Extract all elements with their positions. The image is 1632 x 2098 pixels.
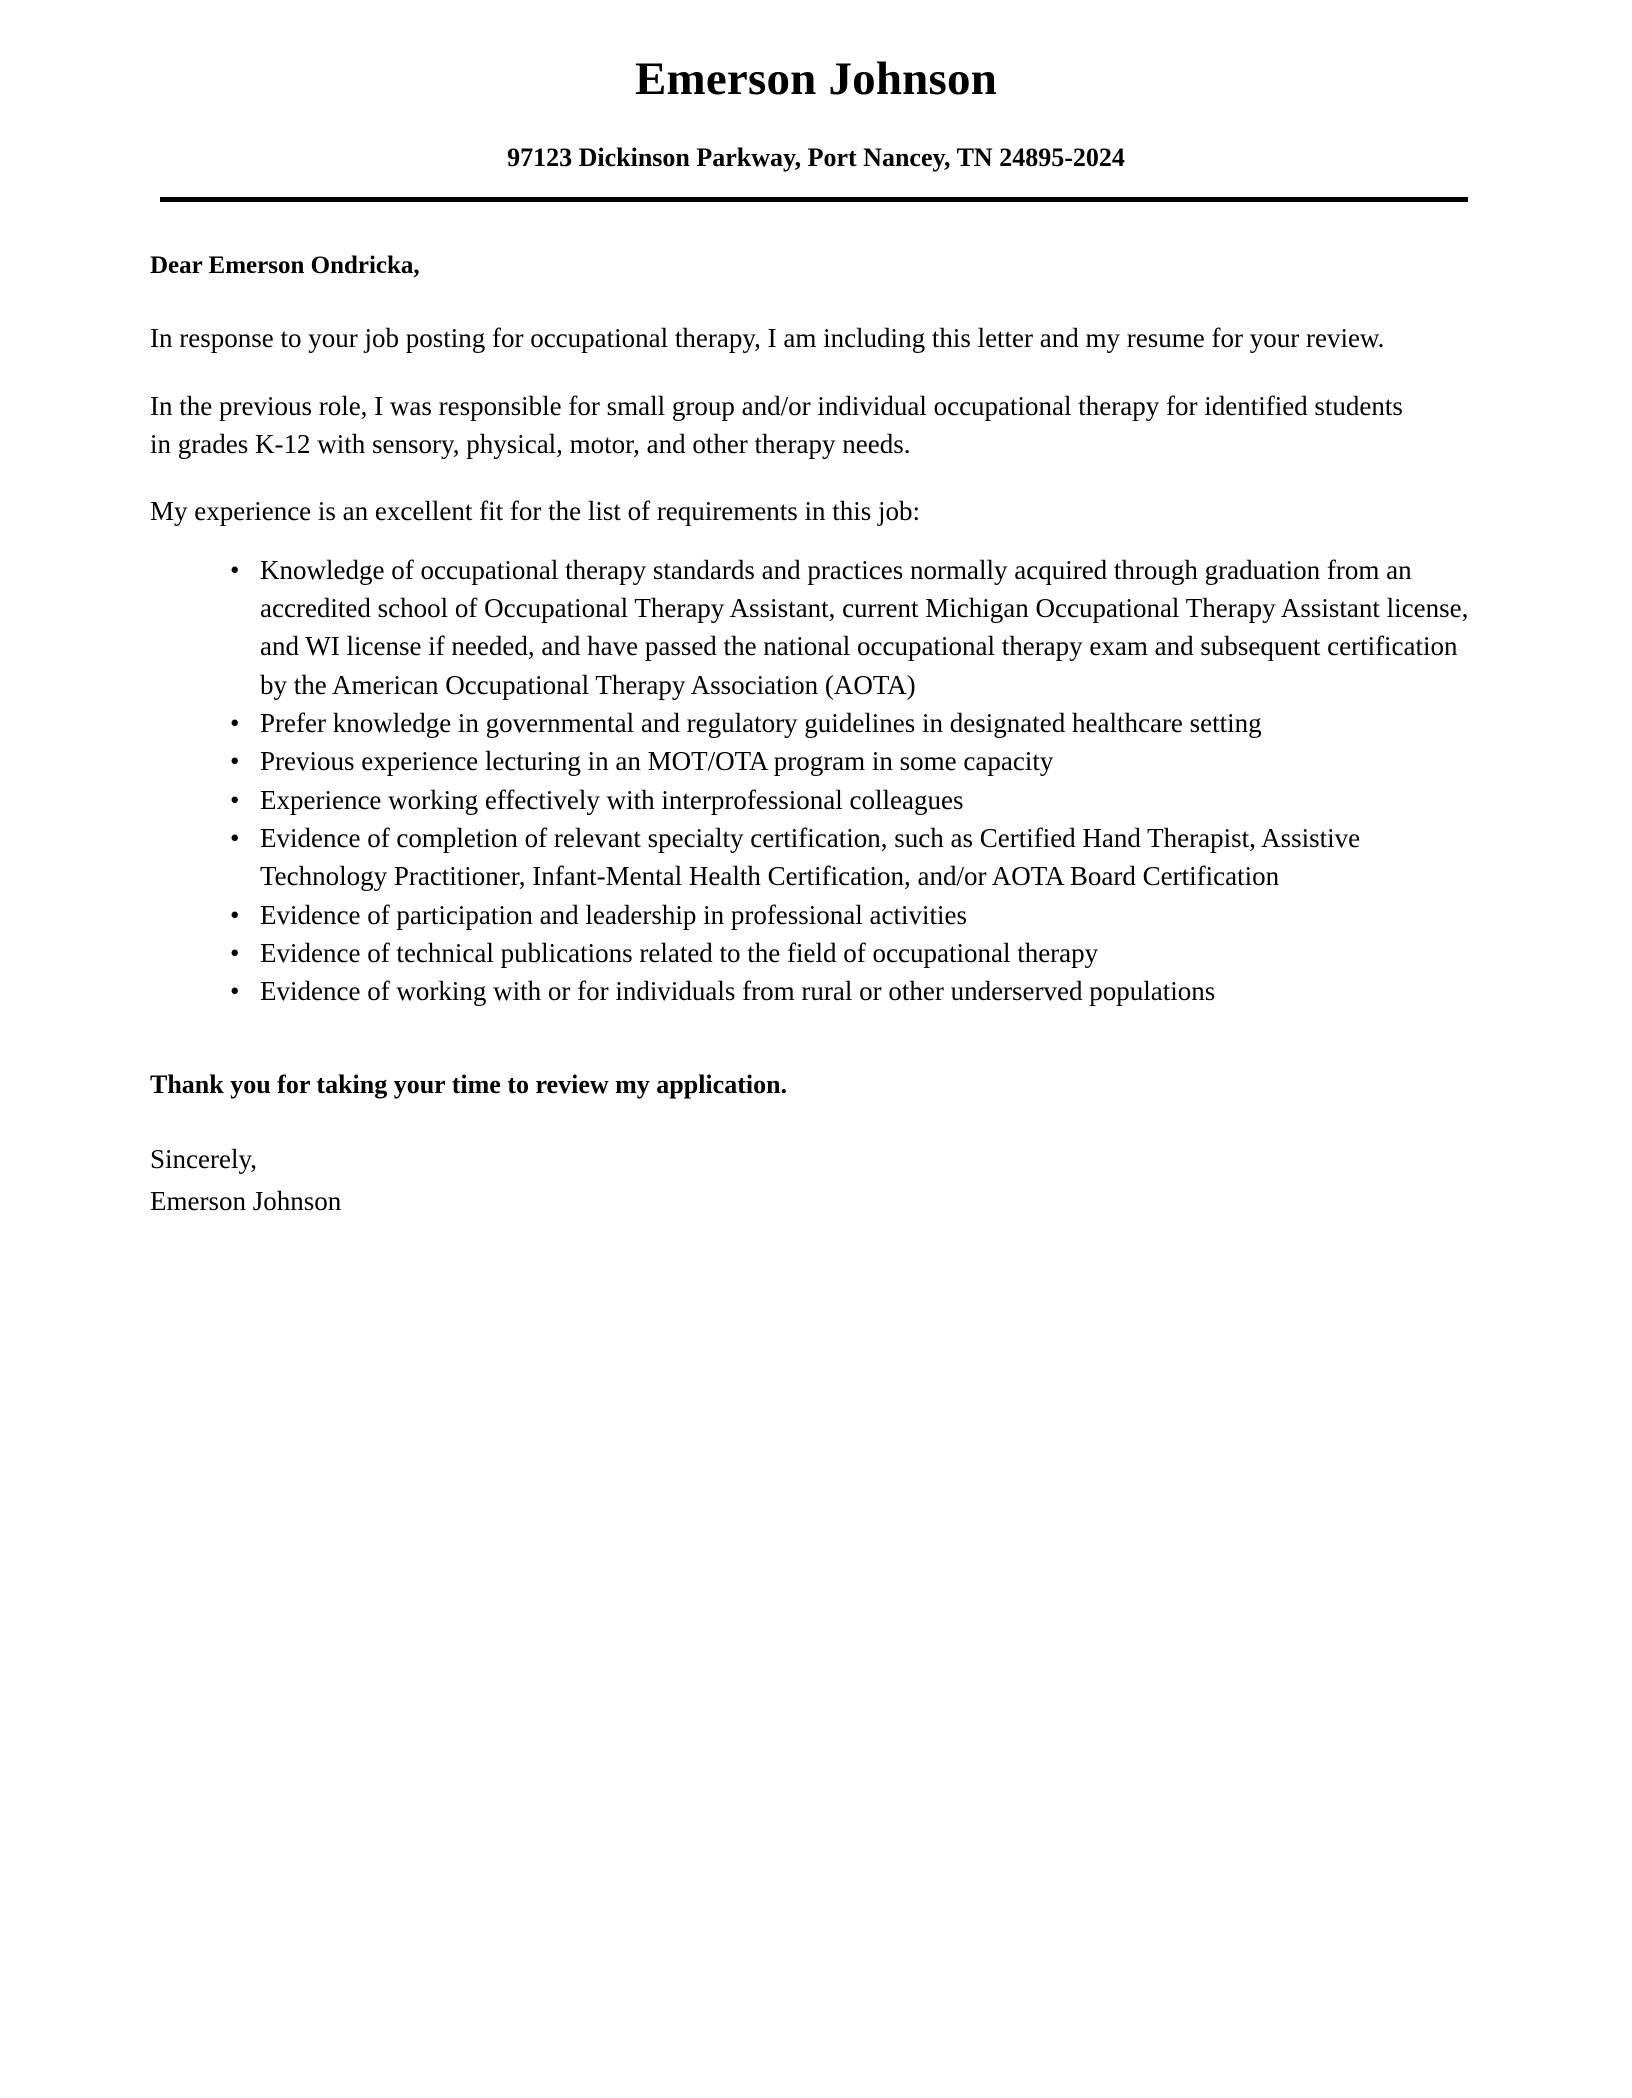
bullet-icon: • (230, 823, 240, 854)
bullet-icon: • (230, 976, 240, 1007)
signoff: Sincerely, (150, 1143, 257, 1174)
bullet-icon: • (230, 784, 240, 815)
closing-thanks: Thank you for taking your time to review my application. (150, 1069, 788, 1099)
signature-name: Emerson Johnson (150, 1185, 342, 1216)
body-paragraph-2: In the previous role, I was responsible for small group and/or individual occupational therapy for identified students in grades K-12 with sensory, physical, motor, and other therapy needs. (150, 390, 1403, 460)
bullet-icon: • (230, 899, 240, 930)
list-item-text: Knowledge of occupational therapy standards and practices normally acquired through graduation from an accredited school of Occupational Therapy Assistant, current Michigan Occupational Therapy Assistant license, and WI license if needed, and have passed the national occupational therapy exam and subsequent certification by the American Occupational Therapy Association (AOTA) (260, 554, 1469, 700)
list-item (222, 972, 1472, 1010)
salutation: Dear Emerson Ondricka, (150, 252, 420, 280)
applicant-name: Emerson Johnson (634, 53, 998, 105)
list-item-text: Experience working effectively with interprofessional colleagues (260, 784, 964, 815)
body-paragraph-3: My experience is an excellent fit for the list of requirements in this job: (150, 496, 921, 527)
list-item (222, 781, 1472, 819)
list-item (222, 819, 1472, 896)
letter-sheet (150, 0, 1482, 1220)
list-item-text: Evidence of working with or for individuals from rural or other underserved populations (260, 976, 1216, 1007)
letterhead (150, 0, 1482, 202)
list-item-text: Evidence of completion of relevant specialty certification, such as Certified Hand Therapist, Assistive Technology Practitioner, Infant-Mental Health Certification, and/or AOTA Board Certification (260, 823, 1361, 892)
bullet-icon: • (230, 938, 240, 969)
list-item-text: Previous experience lecturing in an MOT/OTA program in some capacity (260, 746, 1054, 777)
list-item (222, 934, 1472, 972)
list-item (222, 704, 1472, 742)
bullet-icon: • (230, 746, 240, 777)
requirements-list (150, 531, 1472, 1011)
list-item-text: Evidence of technical publications related to the field of occupational therapy (260, 938, 1099, 969)
letter-body (150, 202, 1469, 1220)
body-paragraph-1: In response to your job posting for occupational therapy, I am including this letter and my resume for your review. (150, 323, 1385, 354)
list-item (222, 551, 1472, 704)
list-item-text: Prefer knowledge in governmental and regulatory guidelines in designated healthcare setting (260, 708, 1262, 739)
bullet-icon: • (230, 708, 240, 739)
list-item-text: Evidence of participation and leadership in professional activities (260, 899, 968, 930)
bullet-icon: • (230, 554, 240, 585)
list-item (222, 896, 1472, 934)
applicant-address: 97123 Dickinson Parkway, Port Nancey, TN 24895-2024 (507, 143, 1125, 173)
list-item (222, 742, 1472, 780)
